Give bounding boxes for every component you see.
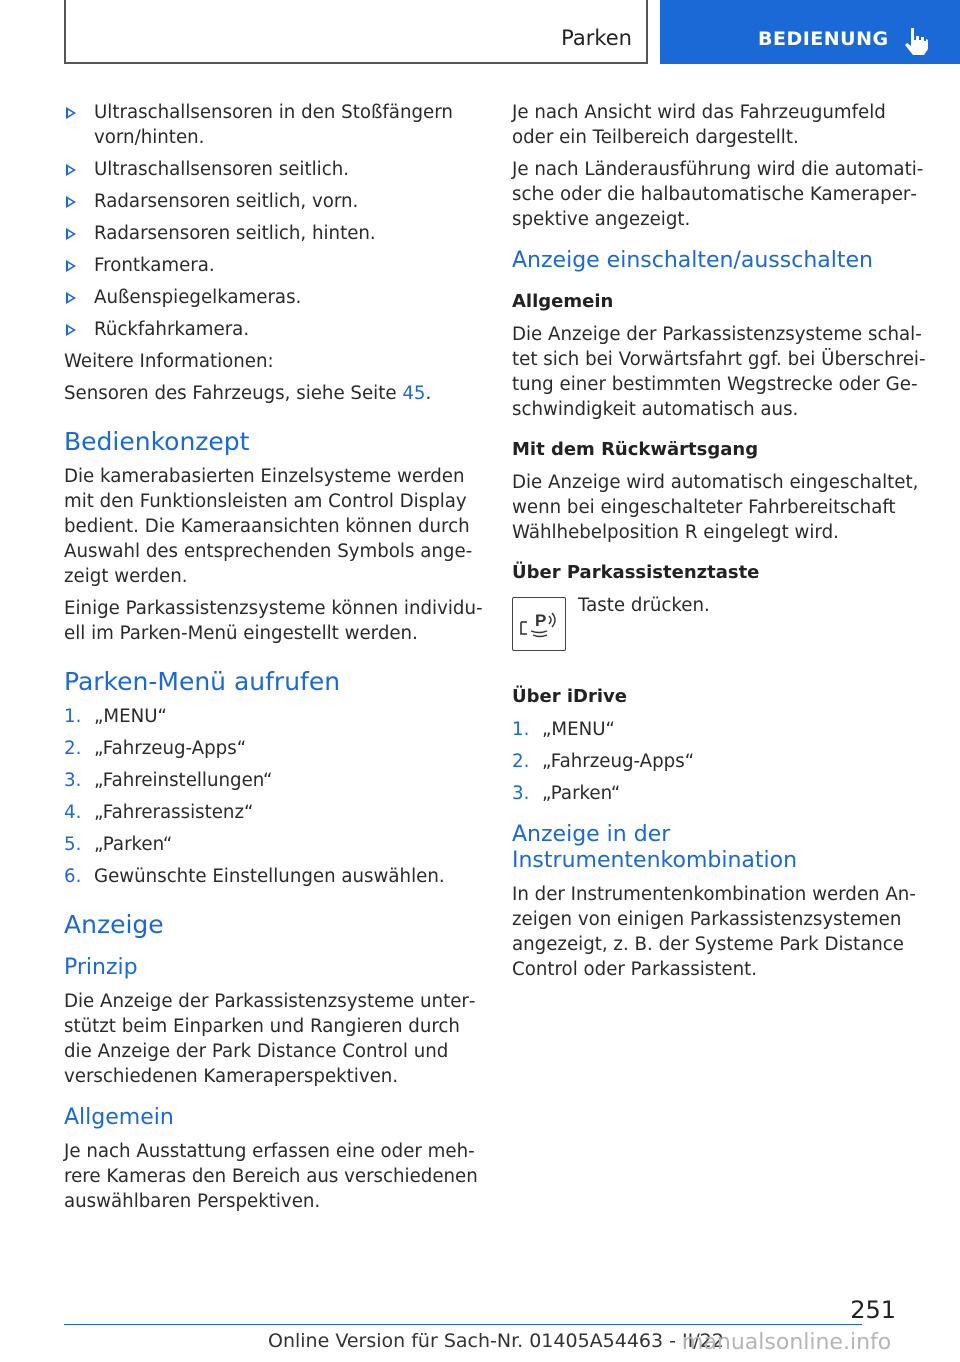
list-item: 1. „MENU“ xyxy=(512,719,615,740)
triangle-bullet-icon xyxy=(66,164,76,176)
rueckwaertsgang-paragraph: Die Anzeige wird automatisch eingeschaltet, wenn bei eingeschalteter Fahrbereitschaft Wählhebelposition R eingelegt wird. xyxy=(512,472,919,543)
list-item: Außenspiegelkameras. xyxy=(64,285,484,310)
triangle-bullet-icon xyxy=(66,324,76,336)
watermark: manualsonline.info xyxy=(682,1330,892,1355)
page-link[interactable]: 45 xyxy=(402,383,426,404)
bedienkonzept-heading: Bedienkonzept xyxy=(64,427,250,456)
park-assist-button-icon xyxy=(512,597,566,651)
press-button-text: Taste drücken. xyxy=(578,595,710,616)
list-item: Ultraschallsensoren in den Stoßfängern vorn/hinten. xyxy=(64,100,484,150)
instrument-heading: Anzeige in der Instrumentenkombination xyxy=(512,822,798,873)
intro-paragraph-1: Je nach Ansicht wird das Fahrzeugumfeld oder ein Teilbereich dargestellt. xyxy=(512,102,886,148)
triangle-bullet-icon xyxy=(66,196,76,208)
prinzip-paragraph: Die Anzeige der Parkassistenzsysteme unterstützt beim Einparken und Rangieren durch die Anzeige der Park Distance Control und verschiedenen Kameraperspektiven. xyxy=(64,991,476,1087)
triangle-bullet-icon xyxy=(66,228,76,240)
prinzip-heading: Prinzip xyxy=(64,955,138,980)
list-item: Radarsensoren seitlich, hinten. xyxy=(64,221,484,246)
list-item: 5. „Parken“ xyxy=(64,834,173,855)
pointing-hand-icon xyxy=(902,26,930,56)
parkassistenztaste-title: Über Parkassistenztaste xyxy=(512,562,760,583)
sensors-reference: Sensoren des Fahrzeugs, siehe Seite 45. xyxy=(64,383,432,404)
rueckwaertsgang-title: Mit dem Rückwärtsgang xyxy=(512,439,759,460)
anzeige-heading: Anzeige xyxy=(64,910,164,939)
einschalten-heading: Anzeige einschalten/ausschalten xyxy=(512,248,873,273)
list-item: Rückfahrkamera. xyxy=(64,317,484,342)
idrive-title: Über iDrive xyxy=(512,686,627,707)
list-item: Ultraschallsensoren seitlich. xyxy=(64,157,484,182)
list-item: 3. „Parken“ xyxy=(512,783,621,804)
instrument-paragraph: In der Instrumentenkombination werden Anzeigen von einigen Parkassistenzsystemen angezeigt, z. B. der Systeme Park Distance Control oder Parkassistent. xyxy=(512,884,916,980)
einschalten-allgemein-title: Allgemein xyxy=(512,291,614,312)
allgemein-paragraph: Je nach Ausstattung erfassen eine oder mehrere Kameras den Bereich aus verschiedenen auswählbaren Perspektiven. xyxy=(64,1141,478,1212)
right-column xyxy=(512,100,932,989)
einschalten-allgemein-paragraph: Die Anzeige der Parkassistenzsysteme schaltet sich bei Vorwärtsfahrt ggf. bei Überschreitung einer bestimmten Wegstrecke oder Geschwindigkeit automatisch aus. xyxy=(512,324,926,420)
header-chapter-tab xyxy=(660,0,960,64)
list-item: 1. „MENU“ xyxy=(64,706,167,727)
triangle-bullet-icon xyxy=(66,107,76,119)
header-chapter-title: BEDIENUNG xyxy=(758,28,889,50)
parken-menu-steps xyxy=(64,704,484,889)
triangle-bullet-icon xyxy=(66,260,76,272)
idrive-steps xyxy=(512,717,932,806)
parkassistenztaste-row xyxy=(512,593,932,663)
page-number: 251 xyxy=(850,1296,896,1324)
svg-text:P: P xyxy=(535,611,547,630)
intro-paragraph-2: Je nach Länderausführung wird die automatische oder die halbautomatische Kameraperspektive angezeigt. xyxy=(512,159,924,230)
left-column xyxy=(64,100,484,1221)
parken-menu-heading: Parken-Menü aufrufen xyxy=(64,667,341,696)
triangle-bullet-icon xyxy=(66,292,76,304)
more-info-label: Weitere Informationen: xyxy=(64,351,274,372)
list-item: 2. „Fahrzeug-Apps“ xyxy=(512,751,695,772)
allgemein-heading: Allgemein xyxy=(64,1105,174,1130)
header-section-box xyxy=(64,0,648,64)
header-section-title: Parken xyxy=(561,26,632,50)
footer-divider xyxy=(64,1324,862,1325)
footer-version-text: Online Version für Sach-Nr. 01405A54463 - II/22 xyxy=(268,1330,724,1352)
list-item: Radarsensoren seitlich, vorn. xyxy=(64,189,484,214)
sensor-list xyxy=(64,100,484,342)
bedienkonzept-paragraph-2: Einige Parkassistenzsysteme können individuell im Parken-Menü eingestellt werden. xyxy=(64,598,483,644)
list-item: 2. „Fahrzeug-Apps“ xyxy=(64,738,247,759)
list-item: 3. „Fahreinstellungen“ xyxy=(64,770,273,791)
bedienkonzept-paragraph-1: Die kamerabasierten Einzelsysteme werden mit den Funktionsleisten am Control Display bedient. Die Kameraansichten können durch Auswahl des entsprechenden Symbols angezeigt werden. xyxy=(64,466,473,587)
list-item: 4. „Fahrerassistenz“ xyxy=(64,802,254,823)
list-item: 6. Gewünschte Einstellungen auswählen. xyxy=(64,866,445,887)
list-item: Frontkamera. xyxy=(64,253,484,278)
